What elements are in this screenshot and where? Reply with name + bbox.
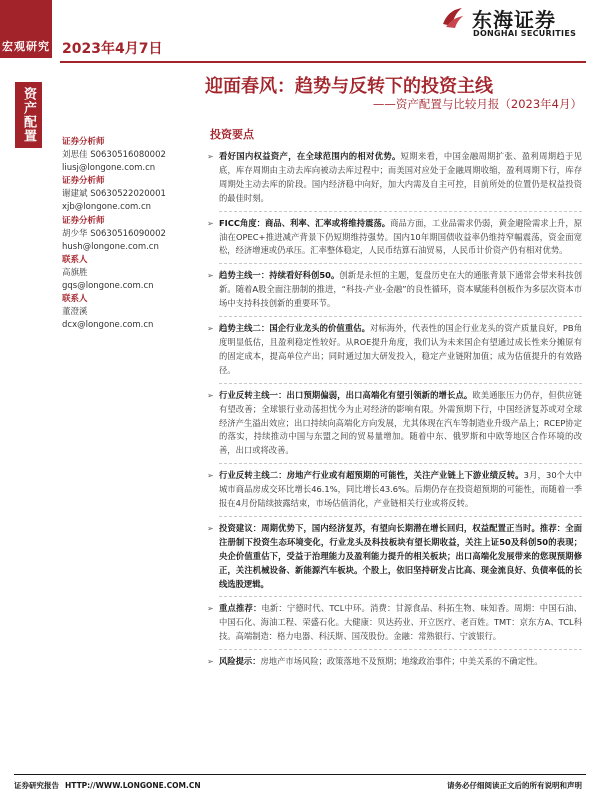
category-tab: 资产配置 xyxy=(15,82,42,148)
key-point xyxy=(207,217,582,259)
contact-role: 联系人 xyxy=(62,254,88,265)
key-point xyxy=(207,322,582,378)
arrow-bullet-icon: ➢ xyxy=(207,390,214,400)
divider xyxy=(219,316,582,317)
report-date: 2023年4月7日 xyxy=(62,41,163,57)
key-point-heading: 投资建议：周期优势下，国内经济复苏，有望向长期潜在增长回归，权益配置正当时。推荐：全面注册制下投资生态环境变化，行业龙头及科技板块有望长期收益，关注上证50及科创50的表现；央企价值重估下，受益于治理能力及盈利能力提升的相关板块；出口高端化发展带来的您现预期修正，关注机械设备、新能源汽车板块。个股上，依旧坚持研发占比高、现金流良好、负债率低的长线选股逻辑。 xyxy=(219,522,582,589)
key-point xyxy=(207,655,582,669)
analyst-role: 证券分析师 xyxy=(62,137,105,147)
company-logo xyxy=(440,2,590,42)
divider xyxy=(219,263,582,264)
contact-email[interactable]: gqs@longone.com.cn xyxy=(62,281,154,292)
contact-role: 联系人 xyxy=(62,294,88,305)
arrow-bullet-icon: ➢ xyxy=(207,471,214,481)
divider xyxy=(219,463,582,464)
key-point xyxy=(207,269,582,311)
footer-url-link[interactable]: HTTP://WWW.LONGONE.COM.CN xyxy=(65,781,201,790)
logo-icon xyxy=(440,4,466,30)
key-point-text: 欧美通胀压力仍存，但供应链有望改善；全球银行业动荡担忧今为止对经济的影响有限。外需预期下行，中国经济复苏或对全球经济产生溢出效应；出口持续向高端化方向发展，尤其体现在汽车等制造业升级产品上；RCEP协定的落实，持续推动中国与东盟之间的贸易量增加。随着中东、俄罗斯和中欧等地区合作环境的改善，出口或将改善。 xyxy=(219,389,582,456)
arrow-bullet-icon: ➢ xyxy=(207,604,214,614)
analyst-name: 谢建斌 S0630522020001 xyxy=(62,189,166,200)
divider xyxy=(219,649,582,650)
key-point-text: 房地产市场风险；政策落地不及预期；地缘政治事件；中美关系的不确定性。 xyxy=(260,656,543,667)
arrow-bullet-icon: ➢ xyxy=(207,523,214,533)
footer-disclaimer: 请务必仔细阅读正文后的所有说明和声明 xyxy=(447,781,582,790)
key-point-heading: 行业反转主线一：出口预期偏弱，出口高端化有望引领新的增长点。 xyxy=(219,389,473,400)
contact-name: 高旗胜 xyxy=(62,267,88,278)
logo-text-cn: 东海证券 xyxy=(472,8,556,32)
analyst-entry xyxy=(62,136,200,175)
divider xyxy=(219,516,582,517)
report-title: 迎面春风：趋势与反转下的投资主线 xyxy=(205,76,493,97)
key-point-heading: FICC角度：商品、利率、汇率或将维持震荡。 xyxy=(219,217,391,228)
contact-entry xyxy=(62,254,200,293)
arrow-bullet-icon: ➢ xyxy=(207,218,214,228)
analyst-email[interactable]: xjb@longone.com.cn xyxy=(62,202,152,213)
key-point-text: 3月，30个大中城市商品房成交环比增长46.1%，同比增长43.6%。后期仍存在投资超预期的可能性，而随着一季报在4月份陆续披露结束，市场估值消化，产业链相关行业或将反转。 xyxy=(219,470,582,509)
contact-email[interactable]: dcx@longone.com.cn xyxy=(62,320,154,331)
divider xyxy=(219,596,582,597)
key-point xyxy=(207,150,582,206)
key-point-heading: 重点推荐： xyxy=(219,603,262,614)
analyst-email[interactable]: hush@longone.com.cn xyxy=(62,241,159,252)
key-point-text: 短期来看，中国金融周期扩张、盈利周期趋于见底，库存周期由主动去库向被动去库过程中；而美国对应处于金融周期收缩，盈利周期下行，库存周期处主动去库的阶段。国内经济稳中向好，加大内需及自主可控，目前所处的位置仍是权益投资的最佳时刻。 xyxy=(219,151,582,203)
analyst-entry xyxy=(62,175,200,214)
divider xyxy=(219,383,582,384)
analyst-name: 胡少华 S0630516090002 xyxy=(62,228,166,239)
report-subtitle: ——资产配置与比较月报（2023年4月） xyxy=(372,97,582,111)
report-type-tab: 宏观研究 xyxy=(0,0,52,58)
arrow-bullet-icon: ➢ xyxy=(207,152,214,161)
analyst-name: 刘思佳 S0630516080002 xyxy=(62,150,166,161)
contact-entry xyxy=(62,293,200,332)
key-points xyxy=(207,150,582,669)
key-point xyxy=(207,602,582,644)
divider xyxy=(219,211,582,212)
analyst-list xyxy=(62,136,200,332)
footer-divider xyxy=(14,774,586,775)
key-point-text: 商品方面，工业品需求仍弱，黄金避险需求上升，原油在OPEC+推进减产背景下仍短期维持强势。国内10年期国债收益率仍维持窄幅震荡，资金面宽松，经济增速或仍承压。汇率整体稳定，人民币结算石油贸易，人民币计价资产仍有相对优势。 xyxy=(219,217,582,256)
arrow-bullet-icon: ➢ xyxy=(207,271,214,281)
key-point-text: 对标海外，代表性的国企行业龙头的资产质量良好，PB角度明显低估，且盈利稳定性较好。从ROE提升角度，我们认为未来国企有望通过成长性来分摊原有的固定成本，提高单位产出；同时通过加大研发投入，稳定产业链附加值；成为估值提升的有效路径。 xyxy=(219,323,582,375)
key-point xyxy=(207,389,582,459)
key-point xyxy=(207,522,582,592)
key-point-heading: 行业反转主线二：房地产行业或有超预期的可能性，关注产业链上下游业绩反转。 xyxy=(219,470,524,481)
footer-label: 证券研究报告 xyxy=(14,781,59,790)
key-point-heading: 风险提示： xyxy=(219,656,261,667)
header-divider xyxy=(60,61,586,63)
key-point-text: 创新是永恒的主题，复盘历史在大的通胀背景下通常会带来科技创新。随着A股全面注册制的推进，“科技-产业-金融”的良性循环，资本赋能科创板作为多层次资本市场中支持科技创新的重要环节。 xyxy=(219,270,582,309)
key-point-heading: 趋势主线二：国企行业龙头的价值重估。 xyxy=(219,323,370,334)
analyst-email[interactable]: liusj@longone.com.cn xyxy=(62,163,156,174)
section-title: 投资要点 xyxy=(210,128,254,141)
arrow-bullet-icon: ➢ xyxy=(207,324,214,334)
analyst-role: 证券分析师 xyxy=(62,176,105,187)
footer-left xyxy=(14,780,201,791)
key-point-heading: 看好国内权益资产，在全球范围内的相对优势。 xyxy=(219,151,401,161)
analyst-role: 证券分析师 xyxy=(62,215,105,226)
logo-text-en: DONGHAI SECURITIES xyxy=(473,29,577,38)
arrow-bullet-icon: ➢ xyxy=(207,657,214,667)
key-point-text: 电新：宁德时代、TCL中环。消费：甘源食品、科拓生物、味知香。周期：中国石油、中国石化、海油工程、荣盛石化。大健康：贝达药业、开立医疗、老百姓。TMT：京东方A、TCL科技。高端制造：格力电器、科沃斯、国茂股份。金融：常熟银行、宁波银行。 xyxy=(219,603,582,642)
key-point xyxy=(207,469,582,511)
contact-name: 董澄溪 xyxy=(62,307,88,318)
key-point-heading: 趋势主线一：持续看好科创50。 xyxy=(219,270,340,281)
analyst-entry xyxy=(62,215,200,254)
